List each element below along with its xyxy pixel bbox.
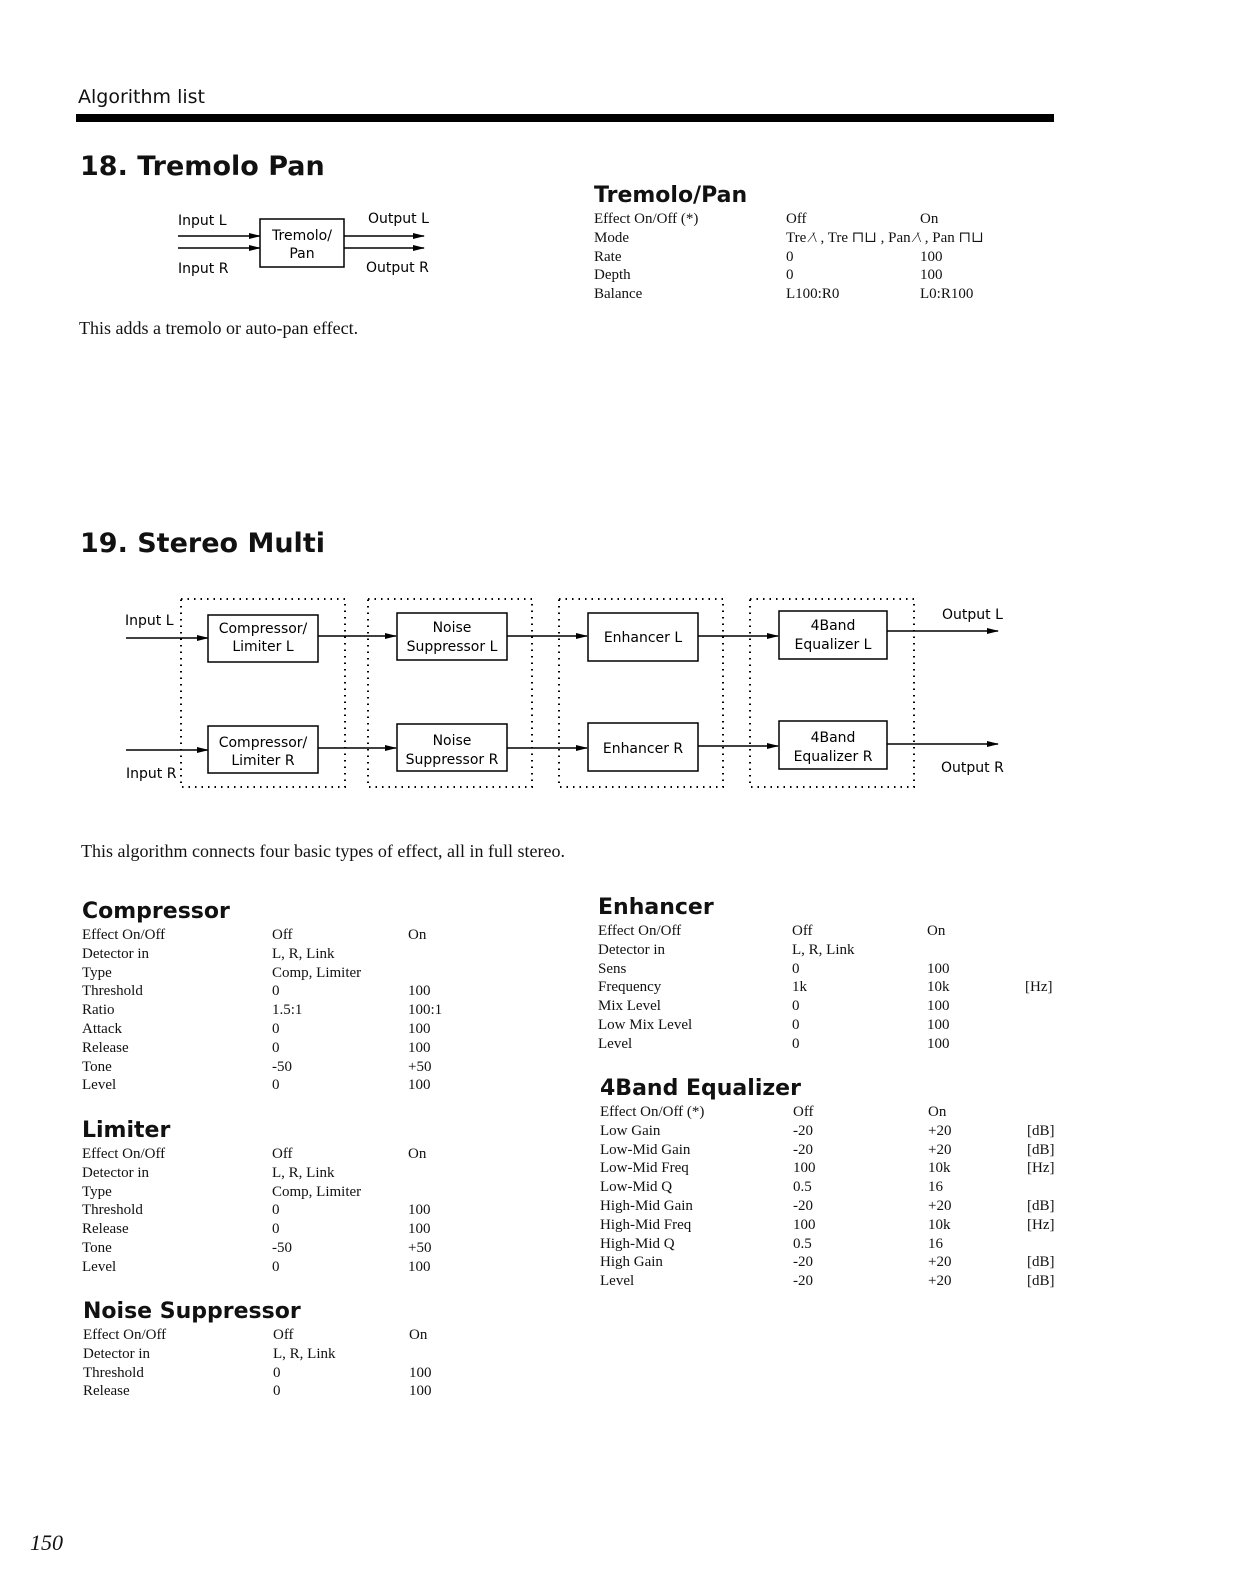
param-row xyxy=(82,1039,522,1058)
param-param: Low-Mid Q xyxy=(600,1179,673,1196)
param-param: Tone xyxy=(82,1058,112,1075)
input-r-label: Input R xyxy=(126,766,177,782)
param-unit: [Hz] xyxy=(1027,1216,1055,1233)
output-r-label: Output R xyxy=(941,760,1004,776)
param-row xyxy=(82,1001,522,1020)
param-param: Mode xyxy=(594,229,629,246)
param-param: Mix Level xyxy=(598,998,661,1015)
param-row xyxy=(600,1272,1080,1291)
eq-r-label-1: 4Band xyxy=(810,730,856,746)
param-max: 100 xyxy=(920,248,943,265)
param-row xyxy=(82,1201,522,1220)
param-max: 10k xyxy=(928,1216,951,1233)
param-row xyxy=(600,1197,1080,1216)
param-row xyxy=(600,1103,1080,1122)
param-param: High-Mid Gain xyxy=(600,1197,693,1214)
comp-r-label-1: Compressor/ xyxy=(218,735,308,751)
param-max: On xyxy=(408,1146,427,1162)
param-row xyxy=(598,1035,1078,1054)
param-param: Effect On/Off xyxy=(598,923,682,939)
noise-r-label-1: Noise xyxy=(432,733,472,749)
param-min: Comp, Limiter xyxy=(272,964,362,981)
param-unit: [dB] xyxy=(1027,1273,1055,1290)
param-min: Off xyxy=(272,927,293,943)
param-row xyxy=(594,210,1034,229)
param-max: 100 xyxy=(408,983,431,1000)
param-param: Type xyxy=(82,964,112,981)
param-row xyxy=(600,1235,1080,1254)
param-row xyxy=(598,960,1078,979)
stereo-multi-diagram xyxy=(120,592,1010,794)
param-max: +20 xyxy=(928,1254,952,1271)
param-row xyxy=(82,1020,522,1039)
param-max: 100 xyxy=(408,1039,431,1056)
param-min: 0 xyxy=(786,267,794,284)
output-l-label: Output L xyxy=(942,607,1003,623)
param-row xyxy=(598,941,1078,960)
param-max: 100 xyxy=(408,1077,431,1094)
param-row xyxy=(598,997,1078,1016)
param-row xyxy=(594,248,1034,267)
param-min: -20 xyxy=(793,1122,813,1139)
param-row xyxy=(598,1016,1078,1035)
limiter-table xyxy=(82,1117,522,1277)
param-row xyxy=(82,1058,522,1077)
param-min: 0 xyxy=(272,1039,280,1056)
param-row xyxy=(82,1183,522,1202)
table-title: Limiter xyxy=(82,1118,171,1143)
tremolo-pan-table xyxy=(594,182,1034,304)
param-max: 100 xyxy=(927,998,950,1015)
param-param: Type xyxy=(82,1183,112,1200)
param-max: On xyxy=(928,1104,947,1120)
param-param: Release xyxy=(82,1039,129,1056)
param-max: 100 xyxy=(408,1258,431,1275)
param-row xyxy=(600,1141,1080,1160)
param-max: 100 xyxy=(409,1383,432,1400)
param-max: 100 xyxy=(927,960,950,977)
param-min: 0.5 xyxy=(793,1179,812,1196)
param-param: Depth xyxy=(594,267,631,284)
param-row xyxy=(598,978,1078,997)
param-max: +20 xyxy=(928,1122,952,1139)
param-param: Effect On/Off (*) xyxy=(600,1104,705,1120)
param-param: Low-Mid Gain xyxy=(600,1141,691,1158)
enh-r-label: Enhancer R xyxy=(602,741,684,757)
param-min: 1k xyxy=(792,979,807,996)
param-min: 0 xyxy=(272,1258,280,1275)
param-param: Effect On/Off xyxy=(83,1327,167,1343)
header-rule xyxy=(76,114,1054,122)
param-param: Level xyxy=(82,1077,117,1094)
param-param: Attack xyxy=(82,1020,122,1037)
param-param: Detector in xyxy=(82,945,150,962)
param-param: Detector in xyxy=(83,1345,151,1362)
param-min: 0 xyxy=(272,983,280,1000)
output-r-label: Output R xyxy=(366,260,429,276)
param-max: +20 xyxy=(928,1273,952,1290)
param-min: 0 xyxy=(792,1035,800,1052)
param-min: 0 xyxy=(792,998,800,1015)
param-row xyxy=(594,266,1034,285)
param-unit: [dB] xyxy=(1027,1254,1055,1271)
page-number: 150 xyxy=(30,1530,63,1555)
param-row xyxy=(82,1258,522,1277)
param-row xyxy=(83,1326,523,1345)
param-max: On xyxy=(408,927,427,943)
param-min: L, R, Link xyxy=(273,1345,336,1362)
param-max: 16 xyxy=(928,1235,943,1252)
param-row xyxy=(82,982,522,1001)
param-max: 10k xyxy=(927,979,950,996)
param-min: 0 xyxy=(792,1016,800,1033)
comp-l-label-2: Limiter L xyxy=(232,639,294,655)
running-header: Algorithm list xyxy=(78,86,205,108)
section-19-description: This algorithm connects four basic types of effect, all in full stereo. xyxy=(81,841,566,861)
param-min: Off xyxy=(273,1327,294,1343)
param-param: High-Mid Q xyxy=(600,1235,675,1252)
param-param: Tone xyxy=(82,1239,112,1256)
param-unit: [dB] xyxy=(1027,1141,1055,1158)
param-min: 0 xyxy=(273,1364,281,1381)
param-param: High-Mid Freq xyxy=(600,1216,692,1233)
param-unit: [dB] xyxy=(1027,1197,1055,1214)
param-row xyxy=(600,1122,1080,1141)
param-max: 100 xyxy=(409,1364,432,1381)
comp-l-label-1: Compressor/ xyxy=(218,621,308,637)
noise-r-label-2: Suppressor R xyxy=(405,752,499,768)
param-max: 100 xyxy=(408,1221,431,1238)
param-param: Threshold xyxy=(82,983,143,1000)
param-min: -20 xyxy=(793,1141,813,1158)
param-min: 1.5:1 xyxy=(272,1002,303,1019)
param-min: 0 xyxy=(273,1383,281,1400)
param-max: 100 xyxy=(408,1202,431,1219)
param-row xyxy=(600,1178,1080,1197)
param-min: -20 xyxy=(793,1273,813,1290)
param-min: Tre ⁄\ , Tre ⊓⊔ , Pan ⁄\ , Pan ⊓⊔ xyxy=(786,229,984,246)
param-param: Effect On/Off (*) xyxy=(594,211,699,227)
noise-l-label-2: Suppressor L xyxy=(406,639,498,655)
eq-l-label-1: 4Band xyxy=(810,618,856,634)
param-min: 0 xyxy=(272,1202,280,1219)
param-max: +50 xyxy=(408,1239,432,1256)
param-min: -50 xyxy=(272,1058,292,1075)
param-param: Threshold xyxy=(82,1202,143,1219)
param-param: Release xyxy=(82,1221,129,1238)
param-row xyxy=(594,285,1034,304)
param-param: Level xyxy=(600,1273,635,1290)
param-min: L, R, Link xyxy=(272,1164,335,1181)
param-min: 0 xyxy=(272,1020,280,1037)
param-row xyxy=(83,1345,523,1364)
param-row xyxy=(600,1253,1080,1272)
param-min: Off xyxy=(272,1146,293,1162)
param-min: L100:R0 xyxy=(786,286,840,303)
param-min: -20 xyxy=(793,1254,813,1271)
param-min: Off xyxy=(793,1104,814,1120)
block-label-1: Tremolo/ xyxy=(272,228,332,244)
param-param: Effect On/Off xyxy=(82,1146,166,1162)
param-row xyxy=(82,945,522,964)
param-min: 0 xyxy=(272,1221,280,1238)
block-label-2: Pan xyxy=(289,246,315,262)
param-param: Low Mix Level xyxy=(598,1016,693,1033)
param-min: 100 xyxy=(793,1160,816,1177)
param-min: Off xyxy=(786,211,807,227)
param-max: On xyxy=(409,1327,428,1343)
param-max: On xyxy=(927,923,946,939)
param-max: 10k xyxy=(928,1160,951,1177)
table-title: Compressor xyxy=(82,899,230,924)
param-row xyxy=(82,1220,522,1239)
param-min: L, R, Link xyxy=(792,941,855,958)
param-min: Off xyxy=(792,923,813,939)
param-max: 100 xyxy=(927,1035,950,1052)
param-param: Frequency xyxy=(598,979,662,996)
noise-suppressor-table xyxy=(83,1298,523,1401)
param-max: 100 xyxy=(408,1020,431,1037)
param-row xyxy=(83,1382,523,1401)
param-param: Low Gain xyxy=(600,1122,661,1139)
param-max: 100 xyxy=(920,267,943,284)
param-row xyxy=(598,922,1078,941)
param-min: 100 xyxy=(793,1216,816,1233)
param-param: Effect On/Off xyxy=(82,927,166,943)
param-min: 0 xyxy=(272,1077,280,1094)
param-param: Sens xyxy=(598,960,627,977)
input-l-label: Input L xyxy=(125,613,174,629)
param-max: 100:1 xyxy=(408,1002,443,1019)
param-unit: [Hz] xyxy=(1027,1160,1055,1177)
comp-r-label-2: Limiter R xyxy=(231,753,295,769)
param-max: On xyxy=(920,211,939,227)
param-row xyxy=(594,229,1034,248)
table-title: Enhancer xyxy=(598,895,714,920)
param-param: Detector in xyxy=(82,1164,150,1181)
param-row xyxy=(82,1076,522,1095)
tremolo-pan-diagram xyxy=(170,205,440,285)
param-row xyxy=(82,926,522,945)
param-min: 0 xyxy=(792,960,800,977)
param-param: Low-Mid Freq xyxy=(600,1160,689,1177)
table-title: Noise Suppressor xyxy=(83,1299,301,1324)
param-unit: [Hz] xyxy=(1025,979,1053,996)
param-max: +50 xyxy=(408,1058,432,1075)
param-param: Level xyxy=(598,1035,633,1052)
param-row xyxy=(600,1159,1080,1178)
eq-l-label-2: Equalizer L xyxy=(794,637,872,653)
param-min: -50 xyxy=(272,1239,292,1256)
param-param: Threshold xyxy=(83,1364,144,1381)
param-max: +20 xyxy=(928,1141,952,1158)
param-param: High Gain xyxy=(600,1254,663,1271)
param-max: 100 xyxy=(927,1016,950,1033)
section-19-title: 19. Stereo Multi xyxy=(80,528,325,559)
param-param: Balance xyxy=(594,286,643,303)
param-param: Ratio xyxy=(82,1002,115,1019)
param-row xyxy=(82,964,522,983)
param-row xyxy=(600,1216,1080,1235)
param-param: Rate xyxy=(594,248,622,265)
noise-l-label-1: Noise xyxy=(432,620,472,636)
param-max: L0:R100 xyxy=(920,286,974,303)
param-min: 0 xyxy=(786,248,794,265)
section-18-description: This adds a tremolo or auto-pan effect. xyxy=(79,318,359,338)
param-max: 16 xyxy=(928,1179,943,1196)
param-row xyxy=(82,1164,522,1183)
param-param: Detector in xyxy=(598,941,666,958)
param-min: -20 xyxy=(793,1197,813,1214)
section-18-title: 18. Tremolo Pan xyxy=(80,151,325,182)
table-title: Tremolo/Pan xyxy=(594,183,748,208)
enhancer-table xyxy=(598,894,1078,1054)
input-r-label: Input R xyxy=(178,261,229,277)
param-row xyxy=(83,1364,523,1383)
param-min: L, R, Link xyxy=(272,945,335,962)
output-l-label: Output L xyxy=(368,211,429,227)
param-max: +20 xyxy=(928,1197,952,1214)
compressor-table xyxy=(82,898,522,1095)
param-min: 0.5 xyxy=(793,1235,812,1252)
param-min: Comp, Limiter xyxy=(272,1183,362,1200)
equalizer-table xyxy=(600,1075,1080,1291)
param-param: Level xyxy=(82,1258,117,1275)
enh-l-label: Enhancer L xyxy=(603,630,683,646)
input-l-label: Input L xyxy=(178,213,227,229)
eq-r-label-2: Equalizer R xyxy=(793,749,873,765)
param-param: Release xyxy=(83,1383,130,1400)
param-row xyxy=(82,1145,522,1164)
param-unit: [dB] xyxy=(1027,1122,1055,1139)
table-title: 4Band Equalizer xyxy=(600,1076,801,1101)
param-row xyxy=(82,1239,522,1258)
